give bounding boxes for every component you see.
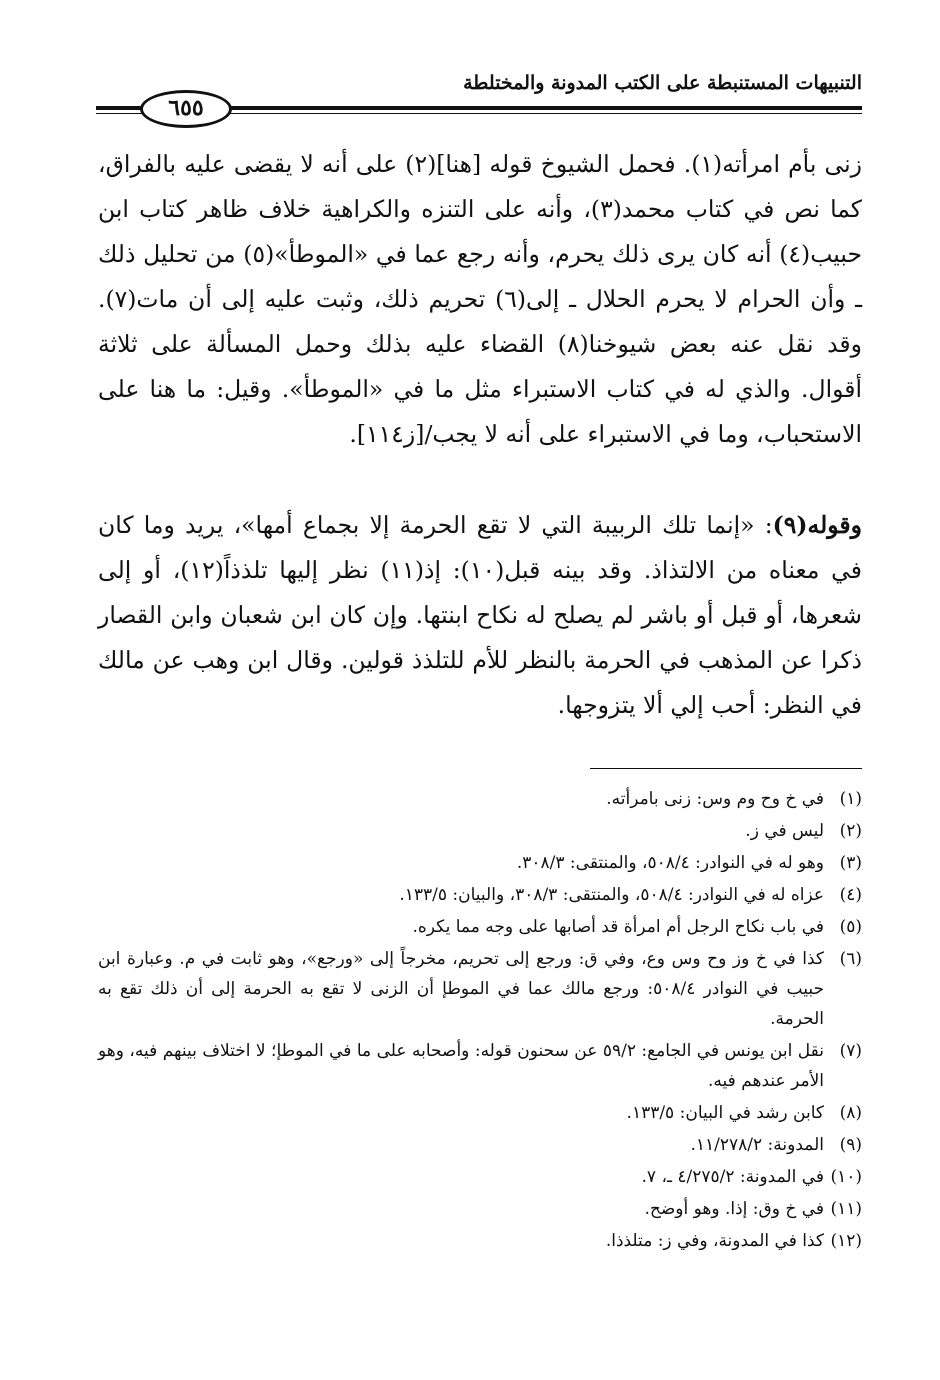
footnote-text: المدونة: ١١/٢٧٨/٢.: [690, 1135, 824, 1155]
paragraph: [98, 503, 862, 728]
footnote-text: في خ وق: إذا. وهو أوضح.: [644, 1199, 824, 1219]
footnotes: [98, 784, 862, 1258]
footnote-number: (٧): [839, 1041, 862, 1061]
footnote-number: (٢): [839, 821, 862, 841]
footnote: [98, 1036, 862, 1096]
footnote: [98, 816, 862, 846]
footnote: [98, 944, 862, 1034]
footnote-text: في المدونة: ٤/٢٧٥/٢ ـ، ٧.: [641, 1167, 824, 1187]
paragraph-lead: وقوله(٩): [772, 511, 862, 539]
footnote: [98, 1194, 862, 1224]
footnote-text: كذا في خ وز وح وس وع، وفي ق: ورجع إلى تحريم، مخرجاً إلى «ورجع»، وهو ثابت في م. وعبارة ابن حبيب في النوادر ٥٠٨/٤: ورجع مالك عما في الموطإ أن الزنى لا تقع به الحرمة إلى أن ذلك تقع به الحرمة.: [98, 949, 824, 1029]
paragraph-text: : «إنما تلك الربيبة التي لا تقع الحرمة إلا بجماع أمها»، يريد وما كان في معناه من الالتذاذ. وقد بينه قبل(١٠): إذ(١١) نظر إليها تلذذاً(١٢)، أو إلى شعرها، أو قبل أو باشر لم يصلح له نكاح ابنتها. وإن كان ابن شعبان وابن القصار ذكرا عن المذهب في الحرمة بالنظر للأم للتلذذ قولين. وقال ابن وهب عن مالك في النظر: أحب إلي ألا يتزوجها.: [98, 511, 863, 719]
page-number: ٦٥٥: [140, 90, 232, 128]
footnote-text: في باب نكاح الرجل أم امرأة قد أصابها على وجه مما يكره.: [412, 917, 824, 937]
footnote-number: (١): [839, 789, 862, 809]
footnote-text: كابن رشد في البيان: ١٣٣/٥.: [626, 1103, 824, 1123]
footnote-text: ليس في ز.: [745, 821, 824, 841]
footnote: [98, 848, 862, 878]
footnote-number: (٦): [839, 949, 862, 969]
footnote: [98, 1162, 862, 1192]
running-title: التنبيهات المستنبطة على الكتب المدونة والمختلطة: [463, 72, 862, 94]
footnote-text: في خ وح وم وس: زنى بامرأته.: [606, 789, 824, 809]
footnote-number: (٩): [839, 1135, 862, 1155]
footnote-number: (٤): [839, 885, 862, 905]
footnote-number: (١١): [830, 1199, 862, 1219]
footnote-text: عزاه له في النوادر: ٥٠٨/٤، والمنتقى: ٣٠٨/٣، والبيان: ١٣٣/٥.: [399, 885, 824, 905]
paragraph-text: زنى بأم امرأته(١). فحمل الشيوخ قوله [هنا](٢) على أنه لا يقضى عليه بالفراق، كما نص في كتاب محمد(٣)، وأنه على التنزه والكراهية خلاف ظاهر كتاب ابن حبيب(٤) أنه كان يرى ذلك يحرم، وأنه رجع عما في «الموطأ»(٥) من تحليل ذلك ـ وأن الحرام لا يحرم الحلال ـ إلى(٦) تحريم ذلك، وثبت عليه إلى أن مات(٧). وقد نقل عنه بعض شيوخنا(٨) القضاء عليه بذلك وحمل المسألة على ثلاثة أقوال. والذي له في كتاب الاستبراء مثل ما في «الموطأ». وقيل: ما هنا على الاستحباب، وما في الاستبراء على أنه لا يجب/[ز١١٤].: [98, 150, 862, 448]
footnote-number: (٥): [839, 917, 862, 937]
footnote-number: (٣): [839, 853, 862, 873]
footnote-rule: [590, 768, 862, 769]
footnote-text: وهو له في النوادر: ٥٠٨/٤، والمنتقى: ٣٠٨/٣.: [516, 853, 824, 873]
main-text: [98, 142, 862, 728]
footnote: [98, 1130, 862, 1160]
footnote: [98, 880, 862, 910]
footnote: [98, 912, 862, 942]
footnote-number: (٨): [839, 1103, 862, 1123]
paragraph: [98, 142, 862, 457]
footnote-text: نقل ابن يونس في الجامع: ٥٩/٢ عن سحنون قوله: وأصحابه على ما في الموطإ؛ لا اختلاف بينهم فيه، وهو الأمر عندهم فيه.: [98, 1041, 824, 1091]
footnote: [98, 784, 862, 814]
footnote-number: (١٠): [830, 1167, 862, 1187]
footnote-text: كذا في المدونة، وفي ز: متلذذا.: [605, 1231, 824, 1251]
footnote: [98, 1226, 862, 1256]
footnote-number: (١٢): [830, 1231, 862, 1251]
footnote: [98, 1098, 862, 1128]
